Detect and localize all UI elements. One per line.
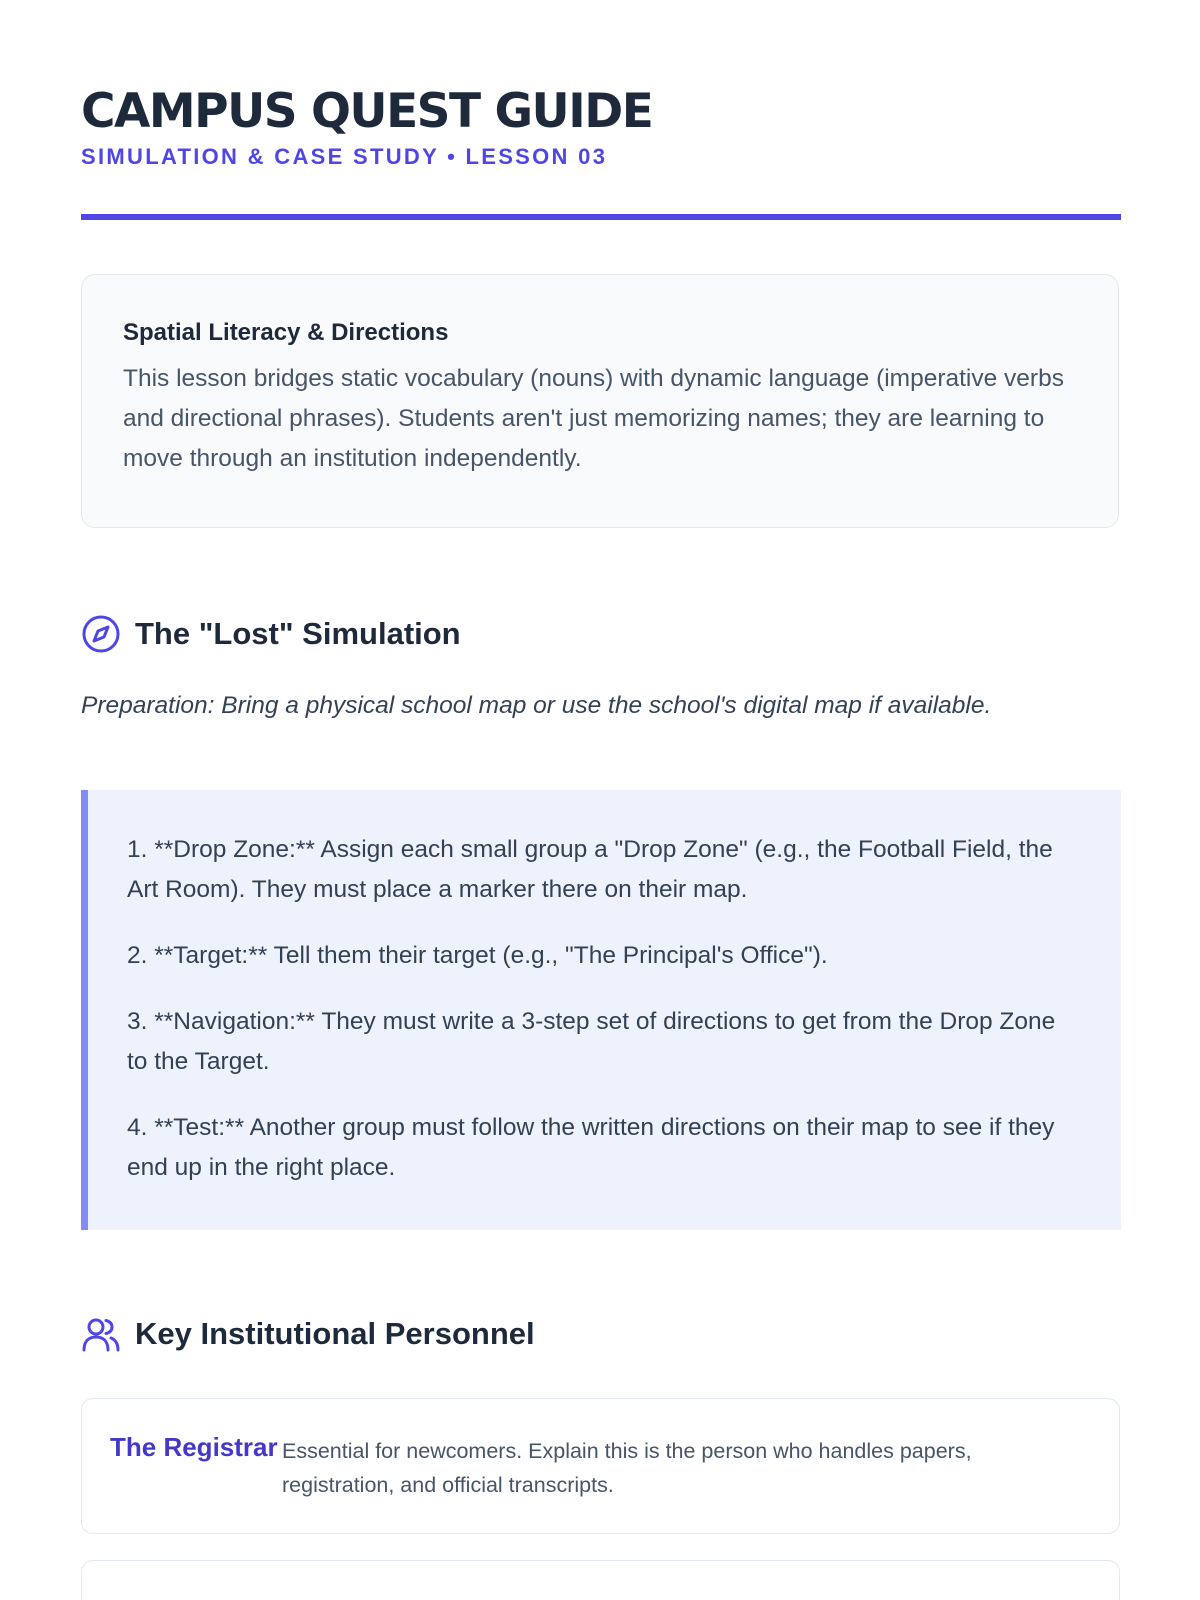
intro-card <box>81 274 1119 528</box>
personnel-card <box>81 1398 1120 1534</box>
page-title: CAMPUS QUEST GUIDE <box>81 84 653 139</box>
users-icon <box>81 1314 121 1354</box>
intro-title: Spatial Literacy & Directions <box>123 319 449 346</box>
personnel-card <box>81 1560 1120 1600</box>
simulation-steps <box>81 790 1121 1230</box>
personnel-section-header <box>81 1314 535 1354</box>
simulation-title: The "Lost" Simulation <box>135 616 461 651</box>
header-divider <box>81 214 1121 220</box>
intro-body: This lesson bridges static vocabulary (nouns) with dynamic language (imperative verbs and directional phrases). Students aren't just memorizing names; they are learning to move through an institution independently. <box>123 365 1064 472</box>
personnel-title: Key Institutional Personnel <box>135 1316 535 1351</box>
step-item: 2. **Target:** Tell them their target (e.g., "The Principal's Office"). <box>127 942 828 969</box>
step-item: 3. **Navigation:** They must write a 3-step set of directions to get from the Drop Zone to the Target. <box>127 1008 1056 1075</box>
simulation-section-header <box>81 614 461 654</box>
personnel-description: Essential for newcomers. Explain this is the person who handles papers, registration, and official transcripts. <box>282 1439 972 1497</box>
compass-icon <box>81 614 121 654</box>
preparation-note: Preparation: Bring a physical school map or use the school's digital map if available. <box>81 692 992 719</box>
page-subtitle: SIMULATION & CASE STUDY • LESSON 03 <box>81 144 608 169</box>
step-item: 4. **Test:** Another group must follow the written directions on their map to see if they end up in the right place. <box>127 1114 1055 1181</box>
personnel-role: The Registrar <box>110 1432 278 1462</box>
step-item: 1. **Drop Zone:** Assign each small group a "Drop Zone" (e.g., the Football Field, the Art Room). They must place a marker there on their map. <box>127 836 1053 903</box>
